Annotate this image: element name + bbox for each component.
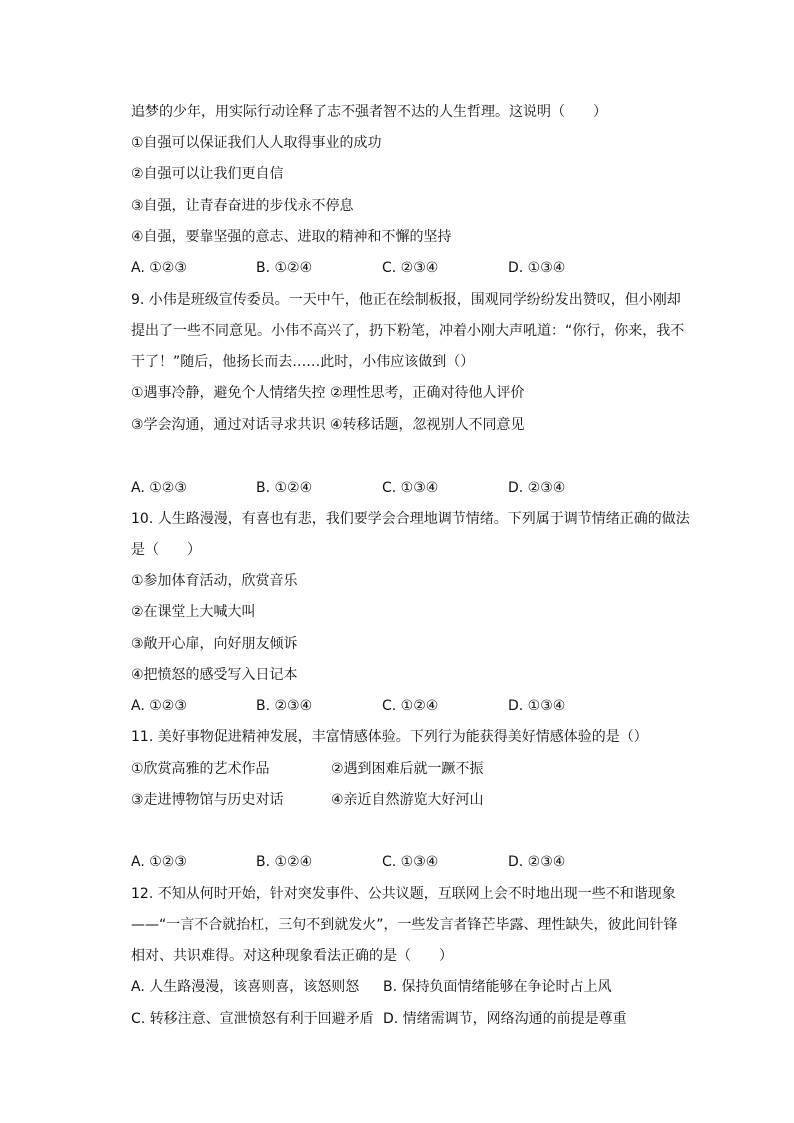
q12-stem-line-3: 相对、共识难得。对这种现象看法正确的是（ ）	[131, 948, 453, 964]
q10-item-4: ④把愤怒的感受写入日记本	[131, 667, 298, 683]
q10-option-a: A. ①②③	[131, 698, 187, 714]
q12-option-b: B. 保持负面情绪能够在争论时占上风	[383, 979, 612, 995]
q8-stem-tail: 追梦的少年，用实际行动诠释了志不强者智不达的人生哲理。这说明（ ）	[131, 104, 607, 120]
q9-stem-line-1: 9. 小伟是班级宣传委员。一天中午，他正在绘制板报，围观同学纷纷发出赞叹，但小刚却	[131, 292, 681, 308]
q10-stem-line-2: 是（ ）	[131, 542, 201, 558]
q12-stem-line-1: 12. 不知从何时开始，针对突发事件、公共议题，互联网上会不时地出现一些不和谐现象	[131, 886, 676, 902]
q12-option-c: C. 转移注意、宣泄愤怒有利于回避矛盾	[131, 1011, 374, 1027]
q8-item-2: ②自强可以让我们更自信	[131, 166, 284, 182]
q11-option-c: C. ①③④	[382, 854, 439, 870]
q11-option-d: D. ②③④	[508, 854, 566, 870]
q10-stem-line-1: 10. 人生路漫漫，有喜也有悲，我们要学会合理地调节情绪。下列属于调节情绪正确的做法	[131, 511, 690, 527]
q12-option-d: D. 情绪需调节，网络沟通的前提是尊重	[383, 1011, 627, 1027]
q9-items-row-1: ①遇事冷静，避免个人情绪失控 ②理性思考，正确对待他人评价	[131, 385, 525, 401]
q12-stem-line-2: ——“一言不合就抬杠，三句不到就发火”，一些发言者锋芒毕露、理性缺失，彼此间针锋	[131, 917, 678, 933]
q8-option-c: C. ②③④	[382, 260, 439, 276]
q9-option-c: C. ①③④	[382, 480, 439, 496]
q11-stem: 11. 美好事物促进精神发展，丰富情感体验。下列行为能获得美好情感体验的是（）	[131, 729, 648, 745]
q11-item-2: ②遇到困难后就一蹶不振	[331, 761, 484, 777]
q9-option-a: A. ①②③	[131, 480, 187, 496]
q11-item-1: ①欣赏高雅的艺术作品	[131, 761, 270, 777]
q11-item-4: ④亲近自然游览大好河山	[331, 792, 484, 808]
q8-item-3: ③自强，让青春奋进的步伐永不停息	[131, 198, 354, 214]
q9-option-b: B. ①②④	[256, 480, 313, 496]
q11-option-a: A. ①②③	[131, 854, 187, 870]
q10-item-1: ①参加体育活动，欣赏音乐	[131, 573, 298, 589]
q10-option-b: B. ②③④	[256, 698, 313, 714]
q9-stem-line-3: 干了！”随后，他扬长而去……此时，小伟应该做到（）	[131, 354, 475, 370]
q9-option-d: D. ②③④	[508, 480, 566, 496]
q8-item-4: ④自强，要靠坚强的意志、进取的精神和不懈的坚持	[131, 229, 452, 245]
q9-items-row-2: ③学会沟通，通过对话寻求共识 ④转移话题，忽视别人不同意见	[131, 417, 525, 433]
q8-item-1: ①自强可以保证我们人人取得事业的成功	[131, 135, 382, 151]
q10-item-3: ③敞开心扉，向好朋友倾诉	[131, 636, 298, 652]
q11-item-3: ③走进博物馆与历史对话	[131, 792, 284, 808]
q8-option-b: B. ①②④	[256, 260, 313, 276]
q8-option-d: D. ①③④	[508, 260, 566, 276]
q11-option-b: B. ①②④	[256, 854, 313, 870]
q9-stem-line-2: 提出了一些不同意见。小伟不高兴了，扔下粉笔，冲着小刚大声吼道：“你行，你来，我不	[131, 323, 685, 339]
q8-option-a: A. ①②③	[131, 260, 187, 276]
q12-option-a: A. 人生路漫漫，该喜则喜，该怒则怒	[131, 979, 360, 995]
q10-option-d: D. ①③④	[508, 698, 566, 714]
q10-option-c: C. ①②④	[382, 698, 439, 714]
q10-item-2: ②在课堂上大喊大叫	[131, 604, 256, 620]
